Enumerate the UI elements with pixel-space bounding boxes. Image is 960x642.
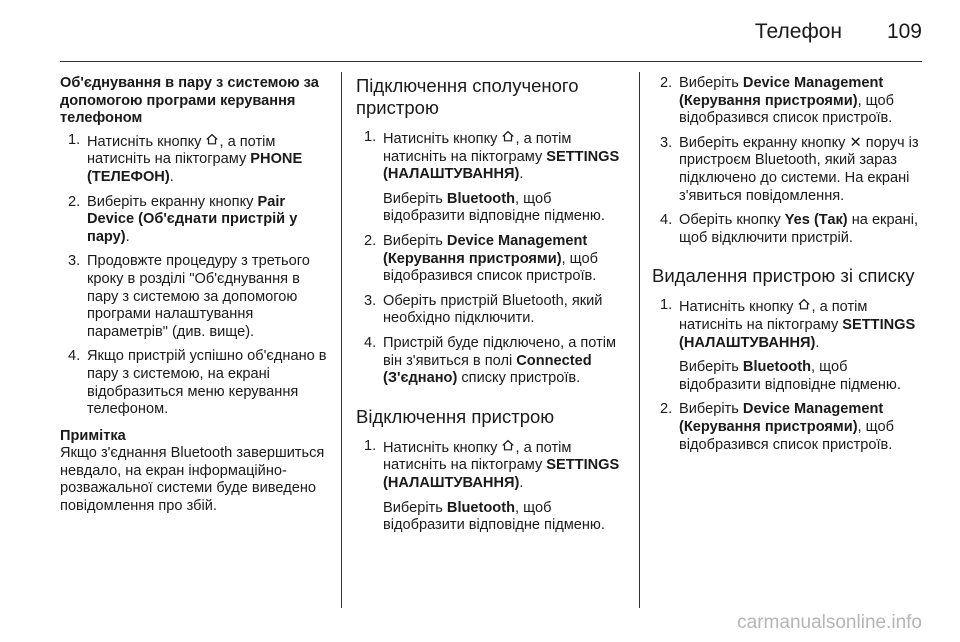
step-term: Pair Device (Об'єднати пристрій у пару)	[87, 193, 298, 245]
step-number: 4.	[660, 212, 673, 229]
column-3	[652, 75, 928, 461]
note-text: Якщо з'єднання Bluetooth завершиться невдало, на екран інформаційно-розважальної системи буде виведено повідомлення про збій.	[60, 445, 325, 515]
list-item	[60, 348, 330, 418]
step-text: , а потім натисніть на піктограму	[383, 131, 572, 165]
home-icon	[501, 438, 515, 452]
step-text: , а потім натисніть на піктограму	[383, 439, 572, 474]
step-text: Виберіть екранну кнопку	[679, 134, 850, 151]
step-text: .	[169, 168, 174, 185]
step-text: , щоб відобразився список пристроїв.	[679, 92, 894, 127]
step-term: Device Management (Керування пристроями)	[679, 401, 884, 435]
list-item	[652, 401, 928, 454]
list-item	[356, 438, 631, 493]
step-list	[356, 438, 631, 535]
column-1	[60, 75, 330, 516]
step-number: 4.	[364, 334, 377, 351]
step-term: Bluetooth	[742, 359, 811, 376]
step-text: , щоб відобразився список пристроїв.	[383, 250, 598, 285]
step-number: 2.	[68, 193, 81, 210]
step-text: .	[125, 228, 130, 245]
step-text: .	[519, 166, 524, 183]
column-2	[356, 75, 631, 542]
column-divider	[341, 72, 342, 608]
step-list	[60, 132, 330, 419]
step-text: , щоб відобразити відповідне підменю.	[383, 190, 605, 225]
step-text: Виберіть екранну кнопку	[87, 193, 258, 210]
section-title: Видалення пристрою зі списку	[652, 265, 915, 287]
list-item	[652, 212, 928, 247]
list-item	[356, 129, 631, 184]
step-number: 2.	[364, 232, 377, 249]
home-icon	[501, 129, 515, 143]
step-text: Якщо пристрій успішно об'єднано в пару з системою, на екрані відобразиться меню керування телефоном.	[87, 348, 327, 418]
list-item	[356, 335, 631, 388]
step-text: списку пристроїв.	[457, 370, 581, 387]
step-term: PHONE (ТЕЛЕФОН)	[87, 151, 303, 185]
step-number: 1.	[660, 297, 673, 314]
step-text: на екрані, щоб відключити пристрій.	[679, 212, 919, 246]
step-number: 4.	[68, 348, 81, 365]
step-term: SETTINGS (НАЛАШТУВАННЯ)	[383, 148, 620, 183]
step-number: 1.	[68, 131, 81, 148]
step-list	[652, 297, 928, 454]
step-term: SETTINGS (НАЛАШТУВАННЯ)	[679, 316, 916, 351]
step-text: Виберіть	[679, 359, 743, 376]
step-number: 3.	[660, 134, 673, 151]
step-text: Виберіть	[383, 232, 447, 249]
list-item	[60, 253, 330, 341]
step-text: Виберіть	[383, 190, 447, 207]
step-text: Оберіть кнопку	[679, 212, 785, 229]
step-number: 1.	[364, 437, 377, 454]
section-title: Відключення пристрою	[356, 405, 555, 427]
step-text: , а потім натисніть на піктограму	[87, 133, 276, 168]
step-number: 2.	[660, 75, 673, 91]
list-item	[356, 233, 631, 286]
step-subtext	[356, 500, 631, 535]
header-title: Телефон	[754, 20, 842, 43]
list-item	[652, 75, 928, 128]
step-text: Натисніть кнопку	[383, 131, 502, 147]
step-number: 3.	[364, 292, 377, 309]
step-text: Продовжте процедуру з третього кроку в розділі "Об'єднування в пару з системою за допомогою програми налаштування параметрів" (див. вище).	[87, 253, 310, 340]
home-icon	[797, 297, 811, 311]
step-term: SETTINGS (НАЛАШТУВАННЯ)	[383, 457, 620, 491]
step-text: Натисніть кнопку	[87, 133, 206, 150]
step-text: Виберіть	[679, 75, 743, 91]
step-term: Device Management (Керування пристроями)	[383, 232, 588, 267]
step-number: 1.	[364, 129, 377, 145]
step-text: Виберіть	[679, 401, 743, 418]
list-item	[356, 293, 631, 328]
list-item	[60, 132, 330, 187]
step-number: 3.	[68, 253, 81, 270]
step-text: поруч із пристроєм Bluetooth, який зараз підключено до системи. На екрані з'явиться повідомлення.	[679, 134, 919, 204]
list-item	[652, 297, 928, 352]
list-item	[60, 194, 330, 247]
step-text: .	[815, 334, 820, 351]
watermark: carmanualsonline.info	[737, 612, 922, 633]
step-term: Bluetooth	[446, 190, 515, 207]
home-icon	[205, 132, 219, 146]
step-text: Виберіть	[383, 499, 447, 516]
section-title: Підключення сполученого пристрою	[356, 75, 579, 118]
note-title: Примітка	[60, 427, 126, 444]
list-item	[652, 135, 928, 205]
step-text: , щоб відобразити відповідне підменю.	[383, 499, 605, 534]
step-text: , щоб відобразився список пристроїв.	[679, 418, 894, 453]
close-icon: ✕	[849, 134, 862, 151]
step-text: Оберіть пристрій Bluetooth, який необхідно підключити.	[383, 292, 603, 327]
step-list	[356, 129, 631, 388]
step-list	[652, 75, 928, 247]
step-text: Натисніть кнопку	[679, 299, 798, 316]
step-text: Пристрій буде підключено, а потім він з'явиться в полі	[383, 334, 617, 369]
step-subtext	[652, 359, 928, 394]
step-number: 2.	[660, 401, 673, 418]
step-text: Натисніть кнопку	[383, 439, 502, 456]
subheading: Об'єднування в пару з системою за допомогою програми керування телефоном	[60, 75, 319, 127]
step-text: , а потім натисніть на піктограму	[679, 299, 868, 333]
step-term: Connected (З'єднано)	[383, 352, 592, 387]
step-term: Yes (Так)	[784, 212, 848, 229]
step-term: Device Management (Керування пристроями)	[679, 75, 884, 109]
step-term: Bluetooth	[446, 499, 515, 516]
column-divider	[639, 72, 640, 608]
step-text: .	[519, 474, 524, 491]
page-header	[0, 0, 960, 62]
step-subtext	[356, 191, 631, 226]
header-divider	[60, 61, 922, 62]
step-text: , щоб відобразити відповідне підменю.	[679, 359, 901, 393]
page-number: 109	[886, 20, 922, 43]
